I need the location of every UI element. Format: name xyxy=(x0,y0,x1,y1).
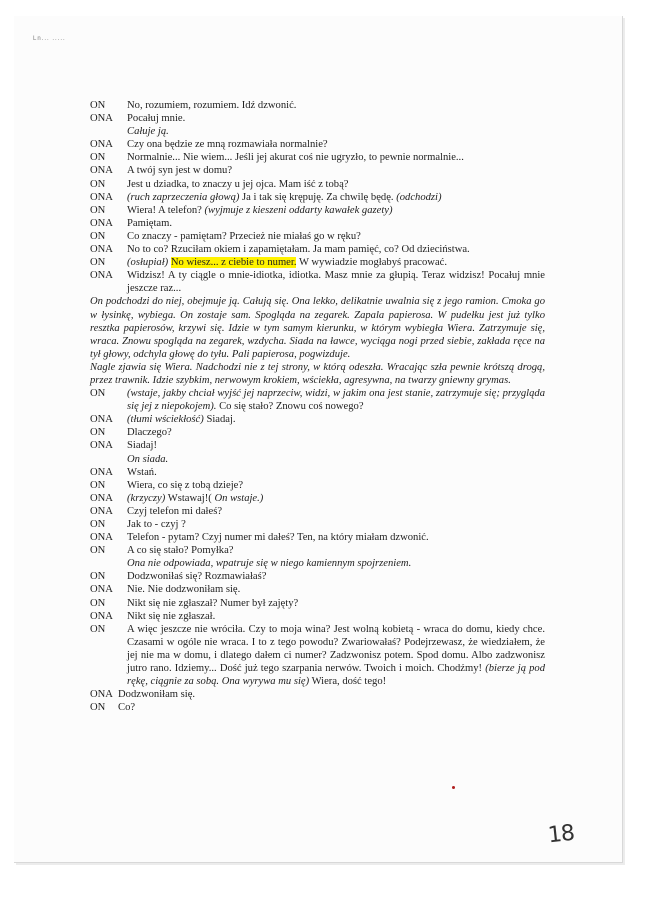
line-text: No, rozumiem, rozumiem. Idź dzwonić. xyxy=(127,100,297,111)
header-mark: Ln... ..... xyxy=(33,36,66,42)
line-text: Nikt się nie zgłaszał? Numer był zajęty? xyxy=(127,597,299,609)
stage-direction: Całuje ją. xyxy=(127,126,169,138)
speaker: ONA xyxy=(90,492,113,504)
dialogue-line xyxy=(90,164,545,177)
line-text: Wiera! A telefon? (wyjmuje z kieszeni oddarty kawałek gazety) xyxy=(127,204,393,216)
speaker: ON xyxy=(90,257,106,269)
dialogue-line xyxy=(90,112,545,125)
highlighted-text: No wiesz... z ciebie to numer. xyxy=(170,257,297,269)
dialogue-line xyxy=(90,256,545,269)
dialogue-line xyxy=(90,426,545,439)
line-text: (ruch zaprzeczenia głową) Ja i tak się krępuję. Za chwilę będę. (odchodzi) xyxy=(127,191,442,203)
dialogue-line xyxy=(90,466,545,479)
line-text: No to co? Rzuciłam okiem i zapamiętałam. Ja mam pamięć, co? Od dzieciństwa. xyxy=(127,244,470,256)
line-text: Co znaczy - pamiętam? Przecież nie miałaś go w ręku? xyxy=(127,230,361,242)
line-text: Czyj telefon mi dałeś? xyxy=(127,505,223,517)
speaker: ONA xyxy=(90,466,113,478)
speaker: ON xyxy=(90,204,106,216)
line-text: (osłupiał) No wiesz... z ciebie to numer. W wywiadzie mogłabyś pracować. xyxy=(127,257,448,269)
dialogue-line xyxy=(90,191,545,204)
line-text: Nikt się nie zgłaszał. xyxy=(127,610,216,622)
line-text: Co? xyxy=(118,702,136,714)
line-text: A więc jeszcze nie wróciła. Czy to moja wina? Jest wolną kobietą - wraca do domu, kiedy chce. Czasami w ogóle nie wraca. I to z tego powodu? Zwariowałaś? Podejrzewasz, że wiedziałem, że jej nie ma w domu, i dlatego dałem ci numer? Zadzwonisz potem. Spod domu. Albo zadzwonisz jutro rano. Idziemy... Dość już tego szarpania nerwów. Twoich i moich. Chodźmy! (bierze ją pod rękę, ciągnie za sobą. Ona wyrywa mu się) Wiera, dość tego! xyxy=(127,623,545,688)
speaker: ONA xyxy=(90,191,113,203)
line-text: Pamiętam. xyxy=(127,217,173,229)
line-text: Telefon - pytam? Czyj numer mi dałeś? Ten, na który miałam dzwonić. xyxy=(127,532,429,544)
speaker: ONA xyxy=(90,139,113,151)
speaker: ONA xyxy=(90,414,113,426)
speaker: ONA xyxy=(90,584,113,596)
line-text: (krzyczy) Wstawaj!( On wstaje.) xyxy=(127,492,264,504)
speaker: ON xyxy=(90,571,106,583)
dialogue-line xyxy=(90,623,545,688)
stage-direction: On siada. xyxy=(127,453,169,465)
dialogue-line xyxy=(90,413,545,426)
line-text: (wstaje, jakby chciał wyjść jej naprzeciw, widzi, w jakim ona jest stanie, zatrzymuje się; przygląda się jej z niepokojem). Co się stało? Znowu coś nowego? xyxy=(127,388,545,413)
dialogue-line xyxy=(90,505,545,518)
dialogue-line xyxy=(90,439,545,452)
line-text: Dodzwoniłaś się? Rozmawiałaś? xyxy=(127,571,267,583)
speaker: ONA xyxy=(90,270,113,282)
script-text xyxy=(90,99,545,714)
line-text: Jak to - czyj ? xyxy=(127,519,186,530)
line-text: Wstań. xyxy=(127,466,157,478)
speaker: ON xyxy=(90,597,106,609)
dialogue-line xyxy=(90,610,545,623)
line-text: Jest u dziadka, to znaczy u jej ojca. Mam iść z tobą? xyxy=(127,178,349,190)
dialogue-line xyxy=(90,544,545,557)
line-text: Siadaj! xyxy=(127,440,158,452)
dialogue-line xyxy=(90,387,545,413)
speaker: ONA xyxy=(90,440,113,452)
dialogue-line xyxy=(90,518,545,531)
speaker: ON xyxy=(90,230,106,242)
dialogue-line xyxy=(90,204,545,217)
page-number: 18 xyxy=(546,820,576,849)
speaker: ON xyxy=(90,545,106,557)
dialogue-line xyxy=(90,243,545,256)
dialogue-line xyxy=(90,701,545,714)
dialogue-line xyxy=(90,688,545,701)
speaker: ON xyxy=(90,623,106,635)
line-text: Wiera, co się z tobą dzieje? xyxy=(127,479,244,491)
dialogue-line xyxy=(90,570,545,583)
dialogue-line xyxy=(90,230,545,243)
dialogue-line xyxy=(90,531,545,544)
speaker: ONA xyxy=(90,244,113,256)
line-text: Dlaczego? xyxy=(127,427,172,439)
dialogue-line xyxy=(90,178,545,191)
stage-direction-paragraph: On podchodzi do niej, obejmuje ją. Całują się. Ona lekko, delikatnie uwalnia się z jego ramion. Cmoka go w łysinkę, wybiega. On zostaje sam. Spogląda na zegarek. Zapala papierosa. W pudełku jest już tylko resztka papierosów, krzywi się. Idzie w tym samym kierunku, w którym wybiegła Wiera. Zatrzymuje się, wraca. Znowu spogląda na zegarek, wzdycha. Siada na ławce, wyciąga nogi przed siebie, zakłada ręce na tył głowy, odchyla głowę do tyłu. Pali papierosa, pogwizduje. xyxy=(90,296,545,360)
line-text: Widzisz! A ty ciągle o mnie-idiotka, idiotka. Masz mnie za głupią. Teraz widzisz! Pocałuj mnie jeszcze raz... xyxy=(127,270,545,295)
speaker: ONA xyxy=(90,113,113,125)
dialogue-line xyxy=(90,583,545,596)
speaker: ONA xyxy=(90,505,113,517)
dialogue-line xyxy=(90,151,545,164)
line-text: Normalnie... Nie wiem... Jeśli jej akurat coś nie ugryzło, to pewnie normalnie... xyxy=(127,152,464,164)
ink-dot xyxy=(452,786,455,789)
speaker: ON xyxy=(90,479,106,491)
dialogue-line xyxy=(90,269,545,295)
line-text: A twój syn jest w domu? xyxy=(127,165,233,177)
line-text: Dodzwoniłam się. xyxy=(118,689,196,701)
dialogue-line xyxy=(90,597,545,610)
line-text: (tłumi wściekłość) Siadaj. xyxy=(127,414,236,426)
speaker: ONA xyxy=(90,165,113,177)
dialogue-line xyxy=(90,138,545,151)
line-text: Czy ona będzie ze mną rozmawiała normalnie? xyxy=(127,139,328,151)
stage-direction-paragraph: Nagle zjawia się Wiera. Nadchodzi nie z tej strony, w którą odeszła. Wracając szła pewnie krótszą drogą, przez trawnik. Idzie szybkim, nerwowym krokiem, wściekła, agresywna, na twarzy gniewny grymas. xyxy=(90,361,545,386)
speaker: ON xyxy=(90,427,106,439)
speaker: ON xyxy=(90,702,106,714)
speaker: ONA xyxy=(90,217,113,229)
dialogue-line xyxy=(90,99,545,112)
line-text: Pocałuj mnie. xyxy=(127,113,186,125)
dialogue-line xyxy=(90,492,545,505)
line-text: Nie. Nie dodzwoniłam się. xyxy=(127,584,241,596)
speaker: ONA xyxy=(90,532,113,544)
speaker: ON xyxy=(90,519,106,530)
line-text: A co się stało? Pomyłka? xyxy=(127,545,234,557)
dialogue-line xyxy=(90,479,545,492)
speaker: ON xyxy=(90,152,106,164)
speaker: ON xyxy=(90,178,106,190)
speaker: ON xyxy=(90,100,106,111)
stage-direction: Ona nie odpowiada, wpatruje się w niego kamiennym spojrzeniem. xyxy=(127,558,412,570)
speaker: ONA xyxy=(90,610,113,622)
dialogue-line xyxy=(90,217,545,230)
speaker: ONA xyxy=(90,689,113,701)
speaker: ON xyxy=(90,388,106,400)
